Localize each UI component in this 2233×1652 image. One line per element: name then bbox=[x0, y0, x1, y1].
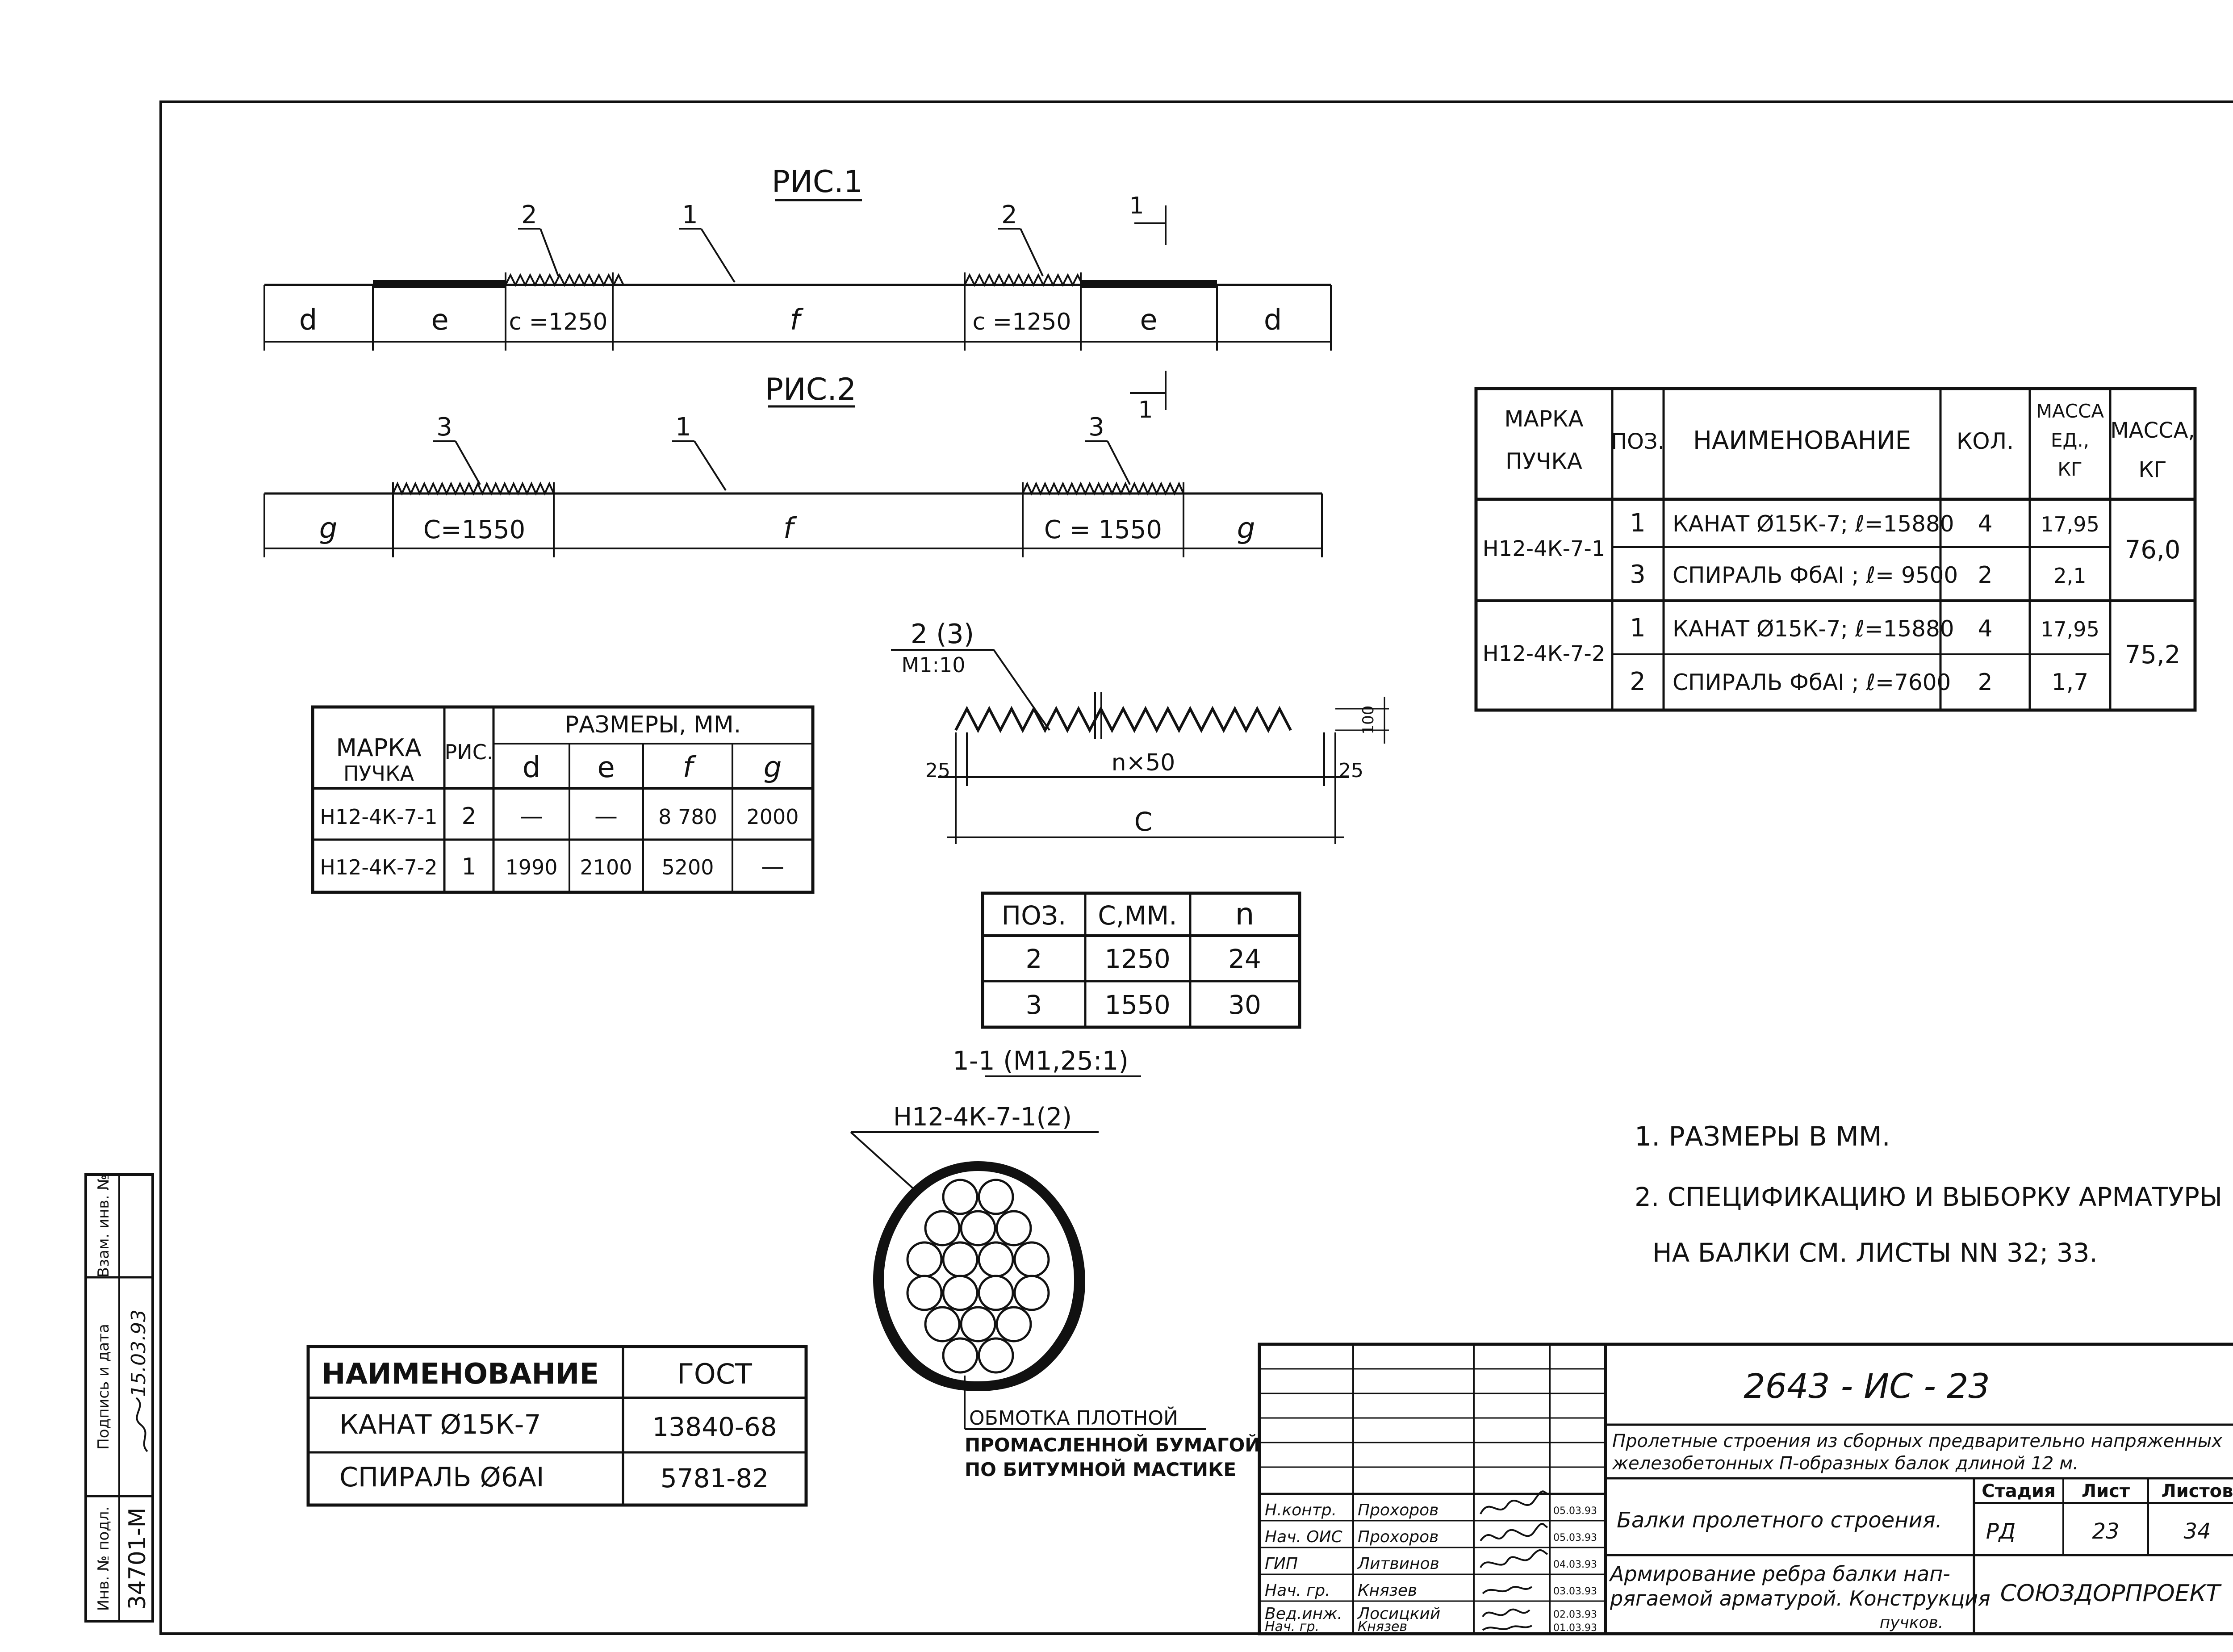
stamp-date: 05.03.93 bbox=[1553, 1506, 1597, 1517]
section-note-2: ПРОМАСЛЕННОЙ БУМАГОЙ bbox=[965, 1434, 1261, 1456]
stamp-date: 02.03.93 bbox=[1553, 1609, 1597, 1620]
stamp-sheet-title-2: рягаемой арматурой. Конструкция bbox=[1610, 1586, 1990, 1610]
figure-1 bbox=[264, 164, 1331, 351]
spiral-dim-100: 100 bbox=[1359, 705, 1377, 735]
fig1-title: РИС.1 bbox=[771, 164, 863, 200]
pos-table-cell: 1250 bbox=[1104, 944, 1171, 974]
gost-cell: КАНАТ Ø15К-7 bbox=[339, 1409, 541, 1440]
gost-cell: 13840-68 bbox=[652, 1412, 777, 1442]
stamp-person: Лосицкий bbox=[1358, 1605, 1441, 1623]
spec-cell: 4 bbox=[1978, 510, 1993, 537]
spiral-dim-25-left: 25 bbox=[925, 759, 950, 782]
stamp-role: Нач. гр. bbox=[1265, 1581, 1330, 1600]
spec-cell: 1 bbox=[1630, 614, 1646, 643]
pos-table-h-n: n bbox=[1235, 897, 1254, 932]
dims-table-h-f: f bbox=[682, 751, 693, 784]
fig2-spiral-left bbox=[393, 484, 554, 494]
gost-cell: СПИРАЛЬ Ø6АI bbox=[339, 1462, 544, 1493]
dims-table-h-mark: МАРКА bbox=[336, 734, 422, 762]
spec-cell: КАНАТ Ø15К-7; ℓ=15880 bbox=[1673, 511, 1954, 537]
pos-table-cell: 30 bbox=[1228, 990, 1261, 1020]
stamp-signatures bbox=[1480, 1491, 1547, 1630]
spec-group-total: 76,0 bbox=[2124, 535, 2181, 565]
dims-cell: 5200 bbox=[661, 855, 714, 879]
spec-table-h-name: НАИМЕНОВАНИЕ bbox=[1693, 426, 1911, 455]
spec-group-mark: Н12-4К-7-1 bbox=[1482, 536, 1606, 561]
side-stamp-inv-no: 34701-М bbox=[124, 1507, 151, 1610]
fig2-pos-3b: 3 bbox=[1088, 413, 1104, 442]
pos-table-cell: 2 bbox=[1025, 944, 1042, 974]
stamp-date: 03.03.93 bbox=[1553, 1586, 1597, 1597]
spiral-detail-scale: М1:10 bbox=[901, 653, 966, 677]
spec-group-mark: Н12-4К-7-2 bbox=[1482, 641, 1606, 666]
stamp-date: 04.03.93 bbox=[1553, 1559, 1597, 1570]
spec-cell: СПИРАЛЬ ФбАI ; ℓ=7600 bbox=[1673, 669, 1951, 695]
pos-table-h-c: С,ММ. bbox=[1098, 900, 1177, 931]
fig1-spiral-left bbox=[506, 275, 623, 285]
fig1-dim-c-right: c =1250 bbox=[972, 309, 1071, 335]
pos-table-h-pos: ПОЗ. bbox=[1001, 900, 1066, 931]
fig1-section-mark: 1 bbox=[1129, 192, 1144, 219]
stamp-person: Князев bbox=[1358, 1581, 1418, 1600]
stamp-role: Нач. ОИС bbox=[1265, 1528, 1342, 1546]
dims-table-h-fig: РИС. bbox=[444, 740, 493, 764]
dims-table-row bbox=[320, 803, 799, 830]
fig2-title: РИС.2 bbox=[765, 372, 857, 407]
stamp-sheet-title-3: пучков. bbox=[1879, 1614, 1944, 1632]
note-1: 1. РАЗМЕРЫ В ММ. bbox=[1635, 1121, 1890, 1152]
figure-2 bbox=[264, 371, 1322, 557]
spec-cell: 3 bbox=[1630, 560, 1646, 589]
stamp-sheet-title-1: Армирование ребра балки нап- bbox=[1610, 1562, 1950, 1586]
spec-cell: 2 bbox=[1978, 562, 1993, 589]
dims-table-h-e: e bbox=[597, 751, 615, 784]
side-stamp-label-sign: Подпись и дата bbox=[95, 1324, 113, 1450]
stamp-person: Литвинов bbox=[1358, 1555, 1439, 1573]
fig1-spiral-right bbox=[965, 275, 1083, 285]
stamp-person: Прохоров bbox=[1358, 1528, 1439, 1546]
spiral-dim-c: C bbox=[1134, 807, 1153, 837]
section-note-1: ОБМОТКА ПЛОТНОЙ bbox=[969, 1407, 1178, 1430]
stamp-date: 01.03.93 bbox=[1553, 1623, 1597, 1634]
spiral-detail-zigzag bbox=[956, 709, 1291, 730]
stamp-role: Нач. гр. bbox=[1265, 1619, 1320, 1635]
stamp-date: 05.03.93 bbox=[1553, 1532, 1597, 1543]
fig1-pos-1: 1 bbox=[682, 201, 698, 230]
fig2-dim-f: f bbox=[783, 512, 794, 545]
side-stamp-label-replace: Взам. инв. № bbox=[95, 1174, 113, 1278]
section-note-3: ПО БИТУМНОЙ МАСТИКЕ bbox=[965, 1459, 1237, 1481]
dims-cell: Н12-4К-7-1 bbox=[320, 805, 438, 829]
fig2-pos-1: 1 bbox=[675, 413, 691, 442]
stamp-code: 2643 - ИС - 23 bbox=[1744, 1366, 1990, 1406]
gost-table-h-name: НАИМЕНОВАНИЕ bbox=[322, 1358, 599, 1391]
fig1-dim-c-left: c =1250 bbox=[509, 309, 608, 335]
stamp-sheet: 23 bbox=[2092, 1519, 2120, 1544]
stamp-role: Вед.инж. bbox=[1265, 1605, 1342, 1623]
fig2-section-mark: 1 bbox=[1138, 397, 1153, 423]
dims-cell: — bbox=[761, 853, 784, 880]
spec-table-h-mass-unit-3: КГ bbox=[2057, 458, 2082, 480]
stamp-h-sheets: Листов bbox=[2161, 1481, 2233, 1501]
dims-table-h-g: g bbox=[763, 751, 782, 784]
spiral-detail-label: 2 (3) bbox=[910, 619, 974, 650]
stamp-stage: РД bbox=[1986, 1519, 2016, 1544]
spec-cell: 4 bbox=[1978, 615, 1993, 642]
spec-table-h-mass-unit-1: МАССА bbox=[2036, 400, 2104, 422]
dims-cell: — bbox=[594, 803, 618, 830]
note-3: НА БАЛКИ СМ. ЛИСТЫ NN 32; 33. bbox=[1652, 1238, 2098, 1268]
spiral-detail bbox=[891, 619, 1389, 844]
stamp-person: Прохоров bbox=[1358, 1501, 1439, 1519]
spec-cell: 2 bbox=[1978, 669, 1993, 696]
spec-cell: 17,95 bbox=[2041, 617, 2099, 641]
spec-cell: 1 bbox=[1630, 509, 1646, 538]
spec-table-h-mass-unit-2: ЕД., bbox=[2050, 429, 2090, 451]
dims-cell: 2 bbox=[461, 803, 477, 830]
spec-cell: 17,95 bbox=[2041, 512, 2099, 536]
spec-table-h-qty: КОЛ. bbox=[1956, 428, 2014, 454]
dims-cell: 2000 bbox=[746, 805, 799, 829]
dims-cell: 2100 bbox=[580, 855, 632, 879]
pos-table-cell: 1550 bbox=[1104, 990, 1171, 1020]
fig1-dim-e-left: e bbox=[431, 304, 449, 337]
stamp-role: ГИП bbox=[1265, 1555, 1298, 1573]
gost-cell: 5781-82 bbox=[660, 1463, 769, 1493]
pos-table-cell: 3 bbox=[1025, 990, 1042, 1020]
side-stamp-signature bbox=[136, 1398, 147, 1451]
note-2: 2. СПЕЦИФИКАЦИЮ И ВЫБОРКУ АРМАТУРЫ bbox=[1635, 1182, 2223, 1212]
fig2-dim-g-left: g bbox=[319, 512, 338, 545]
dims-cell: 8 780 bbox=[658, 805, 717, 829]
stamp-h-sheet: Лист bbox=[2081, 1481, 2130, 1501]
section-title: 1-1 (М1,25:1) bbox=[952, 1046, 1129, 1076]
pos-table-cell: 24 bbox=[1228, 944, 1261, 974]
dims-table-h-mark2: ПУЧКА bbox=[343, 761, 414, 786]
dims-table-row bbox=[320, 853, 784, 880]
stamp-person: Князев bbox=[1358, 1619, 1408, 1635]
stamp-org: СОЮЗДОРПРОЕКТ bbox=[2000, 1580, 2220, 1607]
fig1-dim-d-left: d bbox=[299, 304, 318, 337]
dims-cell: 1 bbox=[461, 853, 477, 880]
fig2-dim-g-right: g bbox=[1237, 512, 1255, 545]
section-1-1 bbox=[851, 1046, 1260, 1481]
stamp-sheets: 34 bbox=[2183, 1519, 2211, 1544]
stamp-part: Балки пролетного строения. bbox=[1617, 1508, 1942, 1533]
side-stamp-date: 15.03.93 bbox=[127, 1309, 150, 1397]
fig2-spiral-right bbox=[1023, 484, 1183, 494]
spec-table-h-pos: ПОЗ. bbox=[1611, 429, 1664, 454]
spec-table-h-mass-1: МАССА, bbox=[2110, 418, 2195, 443]
fig1-dim-d-right: d bbox=[1263, 304, 1282, 337]
stamp-project-1: Пролетные строения из сборных предварительно напряженных bbox=[1612, 1431, 2222, 1451]
fig1-dim-f: f bbox=[790, 304, 800, 337]
dims-table-h-sizes: РАЗМЕРЫ, ММ. bbox=[565, 711, 741, 738]
side-stamp-label-inv: Инв. № подл. bbox=[95, 1506, 113, 1611]
section-label: Н12-4К-7-1(2) bbox=[893, 1103, 1072, 1132]
spec-cell: КАНАТ Ø15К-7; ℓ=15880 bbox=[1673, 616, 1954, 642]
fig2-dim-c-right: C = 1550 bbox=[1044, 515, 1162, 544]
spec-cell: 2,1 bbox=[2053, 564, 2087, 588]
spec-table-h-mark2: ПУЧКА bbox=[1505, 448, 1583, 474]
spec-table-h-mark: МАРКА bbox=[1504, 406, 1584, 432]
spiral-dim-25-right: 25 bbox=[1338, 759, 1363, 782]
fig2-pos-3a: 3 bbox=[436, 413, 452, 442]
stamp-people bbox=[1265, 1491, 1597, 1635]
dims-cell: — bbox=[520, 803, 543, 830]
fig1-pos-2a: 2 bbox=[521, 201, 537, 230]
spec-cell: СПИРАЛЬ ФбАI ; ℓ= 9500 bbox=[1673, 562, 1958, 588]
notes bbox=[1635, 1121, 2222, 1268]
stamp-role: Н.контр. bbox=[1265, 1501, 1337, 1519]
dims-table-h-d: d bbox=[522, 751, 541, 784]
fig2-dim-c-left: C=1550 bbox=[423, 515, 526, 544]
spec-cell: 2 bbox=[1630, 667, 1646, 696]
dims-cell: Н12-4К-7-2 bbox=[320, 855, 438, 879]
fig1-dim-e-right: e bbox=[1140, 304, 1158, 337]
spec-group-total: 75,2 bbox=[2124, 640, 2181, 669]
spec-cell: 1,7 bbox=[2051, 669, 2089, 696]
stamp-project-2: железобетонных П-образных балок длиной 12 м. bbox=[1612, 1453, 2078, 1474]
spec-table-h-mass-2: КГ bbox=[2138, 457, 2167, 482]
fig1-pos-2b: 2 bbox=[1001, 201, 1017, 230]
stamp-h-stage: Стадия bbox=[1982, 1481, 2056, 1501]
gost-table-h-gost: ГОСТ bbox=[677, 1358, 752, 1390]
dims-cell: 1990 bbox=[505, 855, 558, 879]
spiral-dim-nx50: n×50 bbox=[1111, 749, 1175, 776]
